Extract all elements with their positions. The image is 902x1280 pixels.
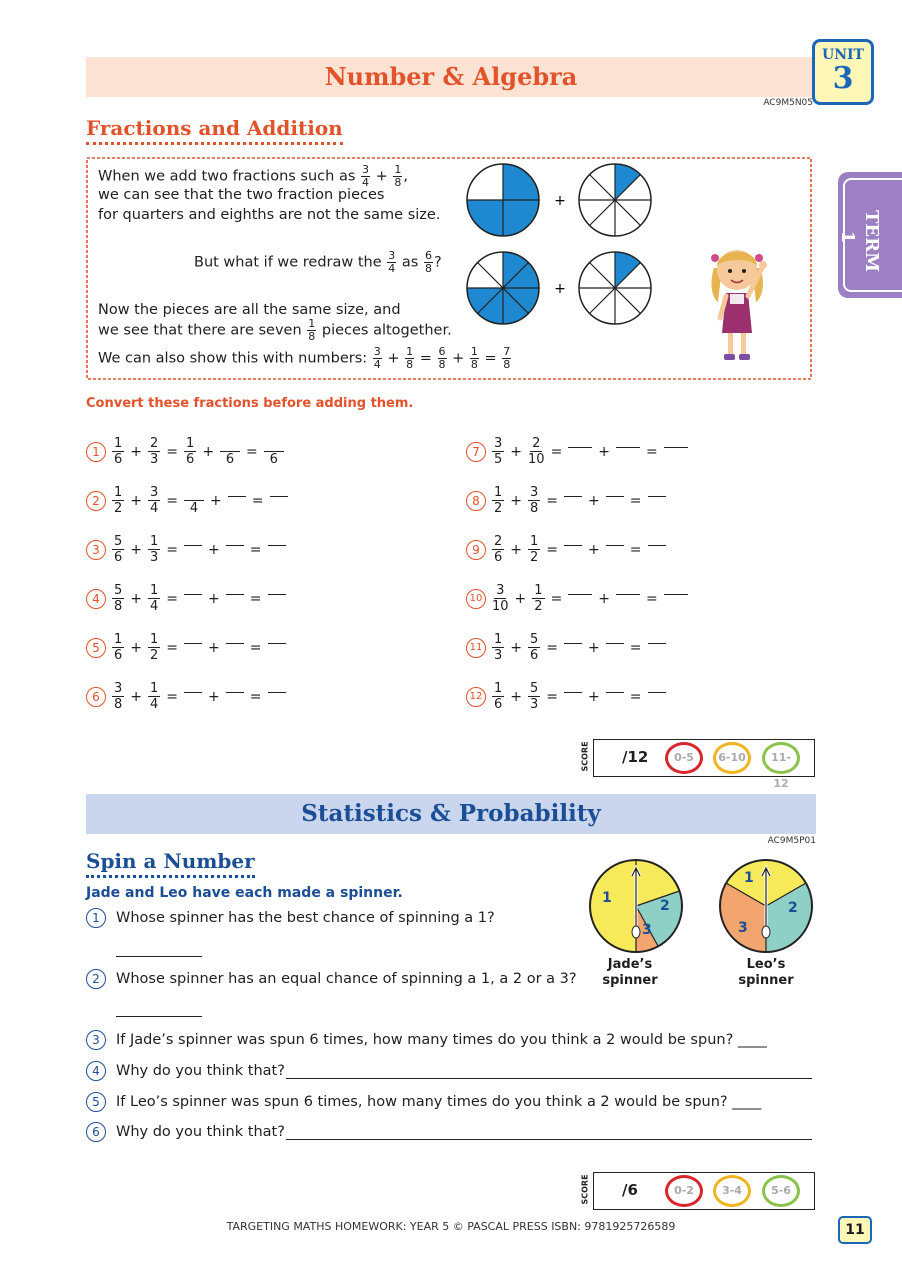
leo-label-1: 1 — [744, 870, 754, 886]
answer-blank[interactable] — [564, 692, 582, 693]
answer-blank[interactable] — [616, 594, 640, 595]
explain-line-3: for quarters and eighths are not the same size. — [98, 207, 441, 223]
score-range-low: 0-5 — [665, 742, 703, 774]
fraction-question-2: 2 1 2 + $\frac{3}{4}$ = 4 + = — [86, 485, 288, 516]
jade-spinner-caption: Jade’s spinner — [602, 957, 658, 988]
spin-intro: Jade and Leo have each made a spinner. — [86, 885, 403, 901]
girl-illustration — [704, 238, 774, 364]
fraction-question-6: 6 3 8 + $\frac{1}{4}$ = + = — [86, 681, 286, 712]
answer-blank[interactable] — [648, 643, 666, 644]
answer-blank[interactable] — [616, 447, 640, 448]
score-label: SCORE — [580, 741, 590, 772]
answer-blank[interactable] — [268, 643, 286, 644]
score-range-mid: 6-10 — [713, 742, 751, 774]
answer-blank[interactable] — [648, 692, 666, 693]
jade-label-2: 2 — [660, 898, 670, 914]
score-range-low: 0-2 — [665, 1175, 703, 1207]
fractions-heading — [86, 116, 343, 140]
unit-number: 3 — [832, 61, 854, 96]
explain-line-7: We can also show this with numbers: $\frac{3}{4}$ + $\frac{1}{8}$ = $\frac{6}{8}$ + $\frac{1}{8}$ = $\frac{7}{8}$ — [98, 345, 511, 371]
score-total: /12 — [622, 748, 649, 766]
answer-blank[interactable] — [226, 692, 244, 693]
fraction-question-3: 3 5 6 + $\frac{1}{3}$ = + = — [86, 534, 286, 565]
answer-line-4[interactable] — [286, 1078, 812, 1079]
page-title: Number & Algebra — [324, 62, 578, 91]
explain-line-2: we can see that the two fraction pieces — [98, 187, 385, 203]
fraction-question-8: 8 1 2 + $\frac{3}{8}$ = + = — [466, 485, 666, 516]
footer-text: TARGETING MATHS HOMEWORK: YEAR 5 © PASCAL PRESS ISBN: 9781925726589 — [226, 1220, 676, 1233]
answer-blank[interactable] — [270, 496, 288, 497]
answer-blank[interactable] — [648, 496, 666, 497]
curriculum-code: AC9M5N05 — [763, 98, 813, 108]
spin-question-1: 1 Whose spinner has the best chance of spinning a 1? — [86, 908, 495, 928]
answer-blank[interactable] — [268, 594, 286, 595]
statistics-title: Statistics & Probability — [301, 800, 601, 827]
fraction-question-7: 7 3 5 + $\frac{2}{10}$ = + = — [466, 436, 688, 467]
answer-blank[interactable] — [268, 692, 286, 693]
score-total: /6 — [622, 1181, 638, 1199]
explain-line-5: Now the pieces are all the same size, and — [98, 302, 401, 318]
fraction-3-4: $\frac{3}{4}$ — [362, 163, 369, 189]
quarters-circle — [467, 164, 539, 236]
answer-blank[interactable] — [606, 643, 624, 644]
answer-line-6[interactable] — [286, 1139, 812, 1140]
fraction-circle-diagrams — [465, 160, 655, 330]
answer-blank[interactable] — [564, 643, 582, 644]
answer-blank[interactable] — [568, 594, 592, 595]
unit-label: UNIT — [822, 47, 864, 63]
score-label: SCORE — [580, 1174, 590, 1205]
answer-blank[interactable] — [606, 692, 624, 693]
svg-text:+: + — [554, 281, 566, 297]
answer-blank[interactable] — [664, 447, 688, 448]
question-number: 1 — [86, 442, 106, 462]
answer-blank[interactable] — [606, 496, 624, 497]
fraction-question-12: 12 1 6 + $\frac{5}{3}$ = + = — [466, 681, 666, 712]
answer-blank[interactable] — [184, 594, 202, 595]
leo-spinner — [718, 858, 814, 954]
fraction-question-1: 1 1 6 + $\frac{2}{3}$ = $\frac{1}{6}$ + 6 = 6 — [86, 436, 284, 467]
answer-blank[interactable] — [184, 545, 202, 546]
score-range-high: 11-12 — [762, 742, 800, 774]
explain-line-1: When we add two fractions such as $\frac{3}{4}$ + $\frac{1}{8}$ , — [98, 163, 408, 189]
page-number: 11 — [838, 1216, 872, 1244]
answer-blank[interactable] — [648, 545, 666, 546]
fraction-question-5: 5 1 6 + $\frac{1}{2}$ = + = — [86, 632, 286, 663]
score-range-mid: 3-4 — [713, 1175, 751, 1207]
jade-label-1: 1 — [602, 890, 612, 906]
answer-blank[interactable] — [564, 496, 582, 497]
answer-blank[interactable] — [568, 447, 592, 448]
question-number: 2 — [86, 491, 106, 511]
jade-spinner — [588, 858, 684, 954]
answer-blank[interactable] — [226, 643, 244, 644]
answer-blank[interactable] — [184, 692, 202, 693]
answer-line-1[interactable] — [116, 956, 202, 957]
eighths-circle-six — [467, 252, 539, 324]
explain-line-4: But what if we redraw the $\frac{3}{4}$ as $\frac{6}{8}$ ? — [194, 249, 442, 275]
answer-blank[interactable] — [228, 496, 246, 497]
score-range-high: 5-6 — [762, 1175, 800, 1207]
answer-blank[interactable] — [268, 545, 286, 546]
svg-text:+: + — [554, 193, 566, 209]
answer-blank[interactable] — [564, 545, 582, 546]
answer-blank[interactable] — [606, 545, 624, 546]
eighths-circle-top — [579, 164, 651, 236]
spin-question-3: 3 If Jade’s spinner was spun 6 times, how many times do you think a 2 would be spun? ____ — [86, 1030, 767, 1050]
stats-curriculum-code: AC9M5P01 — [767, 836, 816, 846]
leo-spinner-caption: Leo’s spinner — [738, 957, 794, 988]
fraction-question-11: 11 1 3 + $\frac{5}{6}$ = + = — [466, 632, 666, 663]
leo-label-3: 3 — [738, 920, 748, 936]
spin-heading: Spin a Number — [86, 849, 255, 873]
explain-line-6: we see that there are seven $\frac{1}{8}$ pieces altogether. — [98, 317, 452, 343]
fractions-heading-text: Fractions and Addition — [86, 116, 343, 145]
spin-question-6: 6 Why do you think that? — [86, 1122, 285, 1142]
spin-question-2: 2 Whose spinner has an equal chance of spinning a 1, a 2 or a 3? — [86, 969, 577, 989]
fractions-instruction: Convert these fractions before adding them. — [86, 396, 414, 411]
answer-line-2[interactable] — [116, 1016, 202, 1017]
answer-blank[interactable] — [226, 594, 244, 595]
leo-label-2: 2 — [788, 900, 798, 916]
answer-blank[interactable] — [184, 643, 202, 644]
fraction-question-10: 10 3 10 + $\frac{1}{2}$ = + = — [466, 583, 688, 614]
jade-label-3: 3 — [642, 922, 652, 938]
answer-blank[interactable] — [226, 545, 244, 546]
eighths-circle-bottom — [579, 252, 651, 324]
term-tab-label: TERM 1 — [837, 210, 882, 272]
answer-blank[interactable] — [664, 594, 688, 595]
fraction-question-9: 9 2 6 + $\frac{1}{2}$ = + = — [466, 534, 666, 565]
spin-question-4: 4 Why do you think that? — [86, 1061, 285, 1081]
spin-question-5: 5 If Leo’s spinner was spun 6 times, how many times do you think a 2 would be spun? ____ — [86, 1092, 761, 1112]
unit-badge — [812, 39, 874, 105]
fraction-question-4: 4 5 8 + $\frac{1}{4}$ = + = — [86, 583, 286, 614]
fraction-1-8: $\frac{1}{8}$ — [394, 163, 402, 189]
